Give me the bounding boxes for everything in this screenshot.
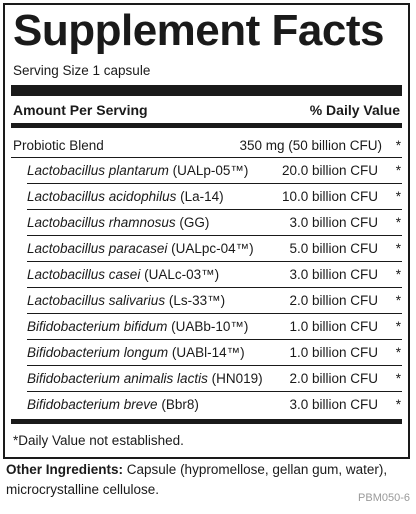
ingredient-amount: 5.0 billion CFU xyxy=(289,241,378,256)
blend-amount: 350 mg (50 billion CFU) xyxy=(239,138,382,153)
blend-row xyxy=(13,135,408,157)
ingredient-species: Lactobacillus rhamnosus xyxy=(27,215,176,230)
ingredient-name xyxy=(27,238,254,260)
daily-value-header: % Daily Value xyxy=(309,102,400,118)
ingredient-species: Bifidobacterium breve xyxy=(27,397,158,412)
ingredient-name xyxy=(27,342,245,364)
footnote: *Daily Value not established. xyxy=(13,433,184,448)
blend-dv: * xyxy=(395,138,401,153)
ingredient-amount: 1.0 billion CFU xyxy=(289,319,378,334)
ingredient-amount: 2.0 billion CFU xyxy=(289,371,378,386)
ingredient-dv: * xyxy=(395,319,401,334)
ingredient-dv: * xyxy=(395,163,401,178)
ingredient-name xyxy=(27,394,199,416)
ingredient-species: Lactobacillus paracasei xyxy=(27,241,168,256)
ingredient-strain: (UALpc-04™) xyxy=(171,241,254,256)
ingredient-row xyxy=(27,316,408,338)
ingredient-species: Lactobacillus acidophilus xyxy=(27,189,177,204)
ingredient-strain: (UABb-10™) xyxy=(171,319,249,334)
ingredient-row xyxy=(27,238,408,260)
row-divider xyxy=(11,157,402,158)
ingredient-species: Lactobacillus salivarius xyxy=(27,293,166,308)
ingredient-dv: * xyxy=(395,345,401,360)
ingredient-row xyxy=(27,264,408,286)
ingredient-amount: 2.0 billion CFU xyxy=(289,293,378,308)
row-divider xyxy=(27,287,402,288)
ingredient-dv: * xyxy=(395,267,401,282)
ingredient-strain: (Ls-33™) xyxy=(168,293,226,308)
ingredient-strain: (Bbr8) xyxy=(161,397,199,412)
blend-name: Probiotic Blend xyxy=(13,138,104,153)
amount-per-serving-header: Amount Per Serving xyxy=(13,102,148,118)
ingredient-row xyxy=(27,186,408,208)
ingredient-row xyxy=(27,342,408,364)
ingredient-dv: * xyxy=(395,293,401,308)
ingredient-species: Bifidobacterium longum xyxy=(27,345,169,360)
row-divider xyxy=(27,261,402,262)
ingredient-species: Lactobacillus casei xyxy=(27,267,141,282)
ingredient-name xyxy=(27,186,224,208)
ingredient-name xyxy=(27,212,209,234)
ingredient-row xyxy=(27,290,408,312)
ingredient-amount: 3.0 billion CFU xyxy=(289,267,378,282)
bottom-divider xyxy=(11,419,402,424)
panel-title: Supplement Facts xyxy=(13,6,384,55)
supplement-facts-panel xyxy=(3,3,410,459)
row-divider xyxy=(27,183,402,184)
ingredient-row xyxy=(27,368,408,390)
row-divider xyxy=(27,365,402,366)
ingredient-amount: 10.0 billion CFU xyxy=(281,189,378,204)
other-ingredients xyxy=(6,460,410,500)
other-ingredients-label: Other Ingredients: xyxy=(6,462,124,477)
ingredient-species: Bifidobacterium animalis lactis xyxy=(27,371,208,386)
ingredient-species: Lactobacillus plantarum xyxy=(27,163,169,178)
ingredient-row xyxy=(27,160,408,182)
row-divider xyxy=(27,209,402,210)
ingredient-name xyxy=(27,368,263,390)
row-divider xyxy=(27,339,402,340)
row-divider xyxy=(27,391,402,392)
row-divider xyxy=(27,235,402,236)
ingredient-strain: (La-14) xyxy=(180,189,224,204)
ingredient-row xyxy=(27,394,408,416)
ingredient-name xyxy=(27,316,248,338)
ingredient-amount: 20.0 billion CFU xyxy=(281,163,378,178)
header-divider xyxy=(11,123,402,128)
product-code: PBM050-6 xyxy=(358,492,410,504)
thick-divider xyxy=(11,85,402,96)
row-divider xyxy=(27,313,402,314)
serving-size: Serving Size 1 capsule xyxy=(13,63,151,78)
ingredient-dv: * xyxy=(395,397,401,412)
ingredient-row xyxy=(27,212,408,234)
ingredient-strain: (GG) xyxy=(179,215,210,230)
ingredient-name xyxy=(27,290,225,312)
ingredient-name xyxy=(27,160,248,182)
ingredient-species: Bifidobacterium bifidum xyxy=(27,319,168,334)
ingredient-dv: * xyxy=(395,371,401,386)
ingredient-strain: (UALp-05™) xyxy=(172,163,249,178)
ingredient-amount: 3.0 billion CFU xyxy=(289,215,378,230)
ingredient-dv: * xyxy=(395,189,401,204)
ingredient-name xyxy=(27,264,219,286)
ingredient-amount: 3.0 billion CFU xyxy=(289,397,378,412)
ingredient-dv: * xyxy=(395,241,401,256)
other-ingredients-text: Capsule (hypromellose, gellan gum, water), microcrystalline cellulose. xyxy=(6,462,388,497)
ingredient-amount: 1.0 billion CFU xyxy=(289,345,378,360)
ingredient-dv: * xyxy=(395,215,401,230)
ingredient-strain: (HN019) xyxy=(211,371,263,386)
ingredient-strain: (UABl-14™) xyxy=(171,345,245,360)
ingredient-strain: (UALc-03™) xyxy=(144,267,220,282)
